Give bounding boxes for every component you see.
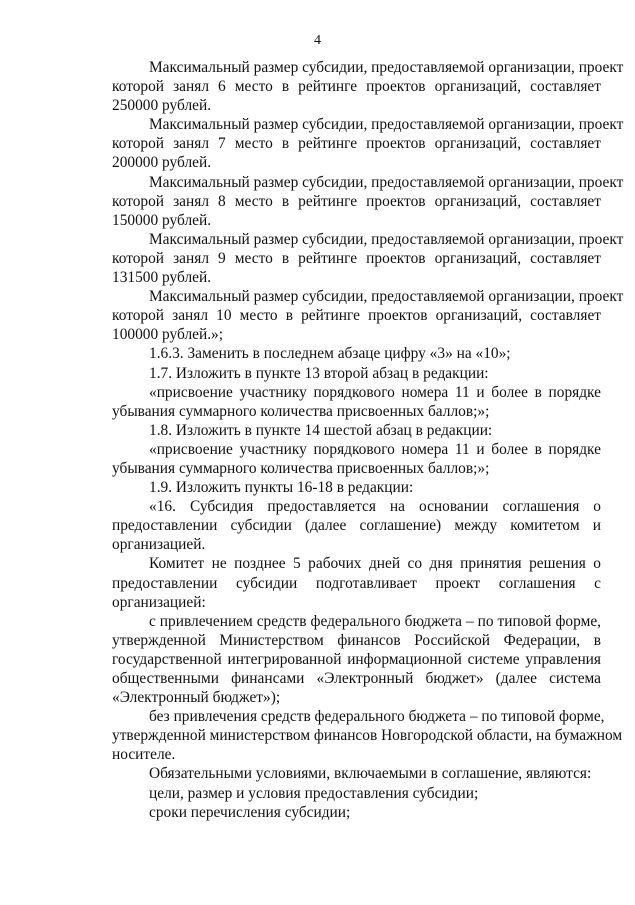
text-line: организацией: xyxy=(112,593,206,611)
text-line: цели, размер и условия предоставления субсидии; xyxy=(149,784,479,802)
text-line: Обязательными условиями, включаемыми в соглашение, являются: xyxy=(149,765,592,783)
text-line: 100000 рублей.»; xyxy=(112,326,224,344)
text-line: Максимальный размер субсидии, предоставляемой организации, проект xyxy=(149,59,624,76)
text-line: 150000 рублей. xyxy=(112,211,212,229)
text-line: утвержденной министерством финансов Новгородской области, на бумажном xyxy=(112,727,623,745)
text-line: с привлечением средств федерального бюджета – по типовой форме, xyxy=(149,612,601,630)
text-line: 1.8. Изложить в пункте 14 шестой абзац в редакции: xyxy=(149,421,493,439)
text-line: сроки перечисления субсидии; xyxy=(149,803,351,821)
text-line: которой занял 10 место в рейтинге проектов организаций, составляет xyxy=(112,307,601,325)
text-line: «присвоение участнику порядкового номера 11 и более в порядке xyxy=(149,383,601,401)
text-line: Максимальный размер субсидии, предоставляемой организации, проект xyxy=(149,230,624,248)
text-line: предоставлении субсидии (далее соглашение) между комитетом и xyxy=(112,517,601,535)
text-line: государственной интегрированной информационной системе управления xyxy=(112,650,601,668)
text-line: Максимальный размер субсидии, предоставляемой организации, проект xyxy=(149,173,624,191)
page-number: 4 xyxy=(314,33,321,48)
text-line: 200000 рублей. xyxy=(112,154,212,172)
text-line: 131500 рублей. xyxy=(112,269,212,287)
text-line: убывания суммарного количества присвоенных баллов;»; xyxy=(112,459,490,477)
text-line: убывания суммарного количества присвоенных баллов;»; xyxy=(112,402,490,420)
text-line: «Электронный бюджет»); xyxy=(112,689,281,707)
text-line: «16. Субсидия предоставляется на основании соглашения о xyxy=(149,498,601,516)
text-line: утвержденной Министерством финансов Российской Федерации, в xyxy=(112,631,601,649)
text-line: которой занял 7 место в рейтинге проектов организаций, составляет xyxy=(112,135,601,153)
text-line: которой занял 6 место в рейтинге проектов организаций, составляет xyxy=(112,78,601,96)
text-line: «присвоение участнику порядкового номера 11 и более в порядке xyxy=(149,440,601,458)
text-line: Максимальный размер субсидии, предоставляемой организации, проект xyxy=(149,116,624,134)
text-line: организацией. xyxy=(112,536,206,554)
text-line: Максимальный размер субсидии, предоставляемой организации, проект xyxy=(149,288,624,306)
text-line: Комитет не позднее 5 рабочих дней со дня принятия решения о xyxy=(149,555,601,573)
text-line: 1.6.3. Заменить в последнем абзаце цифру «3» на «10»; xyxy=(149,345,511,363)
text-line: без привлечения средств федерального бюджета – по типовой форме, xyxy=(149,708,605,726)
text-line: предоставлении субсидии подготавливает проект соглашения с xyxy=(112,574,601,592)
text-line: носителе. xyxy=(112,746,176,764)
text-line: которой занял 9 место в рейтинге проектов организаций, составляет xyxy=(112,249,601,267)
text-line: которой занял 8 место в рейтинге проектов организаций, составляет xyxy=(112,192,601,210)
text-line: общественными финансами «Электронный бюджет» (далее система xyxy=(112,670,601,687)
text-line: 1.9. Изложить пункты 16-18 в редакции: xyxy=(149,479,414,497)
text-line: 250000 рублей. xyxy=(112,97,212,115)
text-line: 1.7. Изложить в пункте 13 второй абзац в редакции: xyxy=(149,364,489,382)
document-body xyxy=(112,58,624,822)
